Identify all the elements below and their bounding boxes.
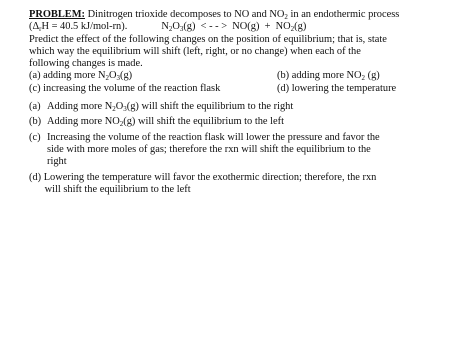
answer-b-text: Adding more $NO_2(g)$ will shift the equilibrium to the left — [47, 116, 284, 129]
predict-line-2: which way the equilibrium will shift (left, right, or no change) when each of the — [29, 45, 361, 57]
options-row-1 — [29, 70, 439, 82]
reaction-equation: $N_2O_3(g)$ < - - > $NO(g) + NO_2(g)$ — [161, 21, 307, 34]
answer-d-line-1: (d) Lowering the temperature will favor the exothermic direction; therefore, the rxn — [29, 171, 377, 183]
option-b: (b) adding more $NO_2$ (g) — [277, 70, 380, 83]
problem-label: PROBLEM: — [29, 9, 85, 20]
option-c: (c) increasing the volume of the reaction flask — [29, 82, 221, 94]
options-row-2 — [29, 83, 439, 95]
answer-c-label: (c) — [29, 131, 41, 143]
enthalpy-equation-line — [29, 21, 439, 33]
answer-d — [29, 172, 439, 197]
problem-title-line — [29, 9, 439, 21]
option-a: (a) adding more $N_2O_3(g)$ — [29, 70, 133, 83]
answer-c — [29, 132, 439, 169]
option-d: (d) lowering the temperature — [277, 82, 397, 94]
predict-line-3: following changes is made. — [29, 58, 143, 70]
answer-c-text: Increasing the volume of the reaction flask will lower the pressure and favor the side with more moles of gas; therefore the rxn will shift the equilibrium to the right — [47, 131, 380, 168]
answer-a-label: (a) — [29, 101, 41, 113]
answer-a — [29, 101, 439, 113]
document-page — [29, 9, 439, 199]
answer-b-label: (b) — [29, 116, 42, 128]
answer-d-line-2: will shift the equilibrium to the left — [29, 183, 191, 195]
answer-a-text: Adding more $N_2O_3(g)$ will shift the equilibrium to the right — [47, 101, 294, 114]
predict-line-1: Predict the effect of the following changes on the position of equilibrium; that is, state — [29, 33, 387, 45]
answer-b — [29, 116, 439, 128]
problem-intro: Dinitrogen trioxide decomposes to NO and $NO_2$ in an endothermic process — [87, 9, 400, 21]
enthalpy-value: ($\Delta_rH = 40.5$ kJ/mol-rn). — [29, 21, 128, 34]
